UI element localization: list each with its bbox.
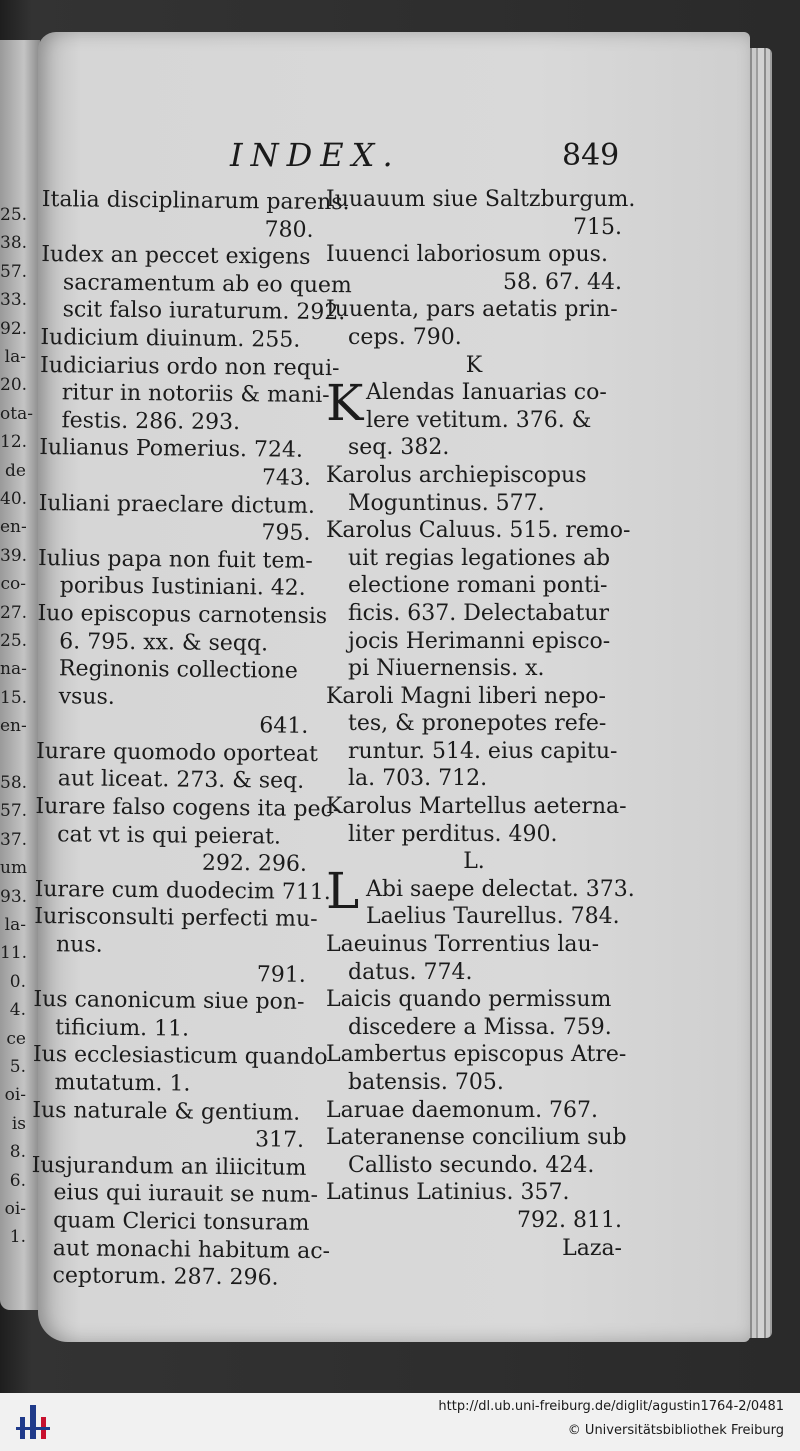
index-entry-line: 292. 296. [201,850,308,878]
index-entry-line: Iuuauum siue Saltzburgum. [326,187,636,212]
index-entry-line: pi Niuernensis. x. [348,656,545,682]
index-entry-line: eius qui iurauit se num- [53,1180,319,1209]
left-edge-fragment: ota- [0,403,33,424]
left-edge-fragment: na- [0,659,27,680]
permalink-url[interactable]: http://dl.ub.uni-freiburg.de/diglit/agustin1764-2/0481 [438,1399,784,1414]
index-entry-line: Moguntinus. 577. [348,490,545,516]
left-edge-fragment: 57. [0,801,28,822]
left-edge-fragment: de [5,460,26,481]
index-entry-line: Iudiciarius ordo non requi- [39,352,340,381]
index-entry-line: Laeuinus Torrentius lau- [326,932,600,958]
index-entry-line: Iuo episcopus carnotensis [37,600,328,629]
index-entry-line: 795. [261,520,311,546]
left-edge-fragment: is [11,1113,26,1134]
index-entry-line: ceptorum. 287. 296. [52,1263,279,1291]
index-entry-line: Italia disciplinarum parens. [41,186,350,216]
left-edge-fragment: 20. [0,375,28,396]
left-edge-fragment: oi- [4,1199,26,1219]
left-edge-fragment: 93. [0,886,28,907]
library-logo-icon [16,1401,50,1443]
left-edge-fragment: 27. [0,602,28,623]
index-entry-line: aut liceat. 273. & seq. [57,766,305,795]
left-edge-fragment: 25. [0,631,28,651]
left-edge-fragment: 38. [0,233,28,254]
left-edge-fragment: um [0,858,28,879]
index-entry-line: la. 703. 712. [348,766,488,792]
index-entry-line: Karoli Magni liberi nepo- [326,683,606,709]
index-entry-line: Iudex an peccet exigens [41,242,311,271]
index-column-left [30,186,352,1293]
left-edge-fragment: la- [4,347,26,367]
left-edge-fragment: 57. [0,261,28,282]
index-entry-line: Latinus Latinius. 357. [326,1180,570,1206]
index-entry-line: L. [463,849,485,875]
index-entry-line: Laza- [562,1235,622,1261]
index-entry-line: Iurisconsulti perfecti mu- [34,904,318,933]
left-edge-fragment: 15. [0,687,28,708]
index-entry-line: Iulianus Pomerius. 724. [39,435,304,464]
index-entry-line: jocis Herimanni episco- [348,628,611,654]
left-edge-fragment: co- [0,574,26,595]
index-entry-line: Iuuenta, pars aetatis prin- [326,297,618,323]
index-entry-line: Iulius papa non fuit tem- [37,545,313,574]
index-entry-line: Abi saepe delectat. 373. [366,876,635,902]
index-entry-line: datus. 774. [348,959,473,985]
index-entry-line: Iuuenci laboriosum opus. [326,242,608,268]
left-edge-fragment: 1. [9,1227,26,1248]
index-entry-line: quam Clerici tonsuram [53,1208,310,1236]
index-entry-line: batensis. 705. [348,1070,504,1095]
left-edge-fragment: 11. [0,943,28,964]
index-entry-line: lere vetitum. 376. & [366,407,592,433]
index-entry-line: 792. 811. [517,1207,622,1233]
index-entry-line: Reginonis collectione [58,656,298,684]
index-entry-line: 715. [573,214,622,240]
index-column-right [326,186,636,1262]
left-edge-fragment: la- [4,915,26,935]
index-entry-line: mutatum. 1. [54,1070,191,1097]
left-edge-fragment: 25. [0,205,28,225]
index-entry-line: 317. [254,1127,305,1153]
index-entry-line: Iurare quomodo oporteat [35,738,319,767]
left-edge-fragment: 39. [0,545,28,566]
index-entry-line: runtur. 514. eius capitu- [348,738,618,764]
left-edge-fragment: 0. [9,971,26,992]
left-edge-fragment: 8. [9,1142,26,1163]
index-entry-line: Iuliani praeclare dictum. [38,490,316,519]
index-entry-line: 641. [259,713,309,740]
index-entry-line: 743. [261,465,312,491]
footer-bar [0,1393,800,1451]
page-number: 849 [562,138,620,173]
index-entry-line: cat vt is qui peierat. [57,821,282,850]
index-entry-line: aut monachi habitum ac- [52,1235,331,1264]
index-entry-line: Iurare falso cogens ita pec- [35,794,341,823]
index-entry-line: uit regias legationes ab [348,545,611,571]
index-entry-line: Karolus Martellus aeterna- [326,794,627,820]
index-entry-line: Callisto secundo. 424. [348,1152,595,1178]
left-edge-fragment: 6. [9,1170,26,1191]
index-entry-line: Lateranense concilium sub [326,1125,627,1151]
index-entry-line: 791. [256,961,306,988]
left-edge-fragment: 58. [0,773,28,793]
index-entry-line: Alendas Ianuarias co- [366,380,607,406]
index-entry-line: seq. 382. [348,435,450,461]
left-edge-fragment: oi- [4,1085,26,1106]
index-entry-line: Iusjurandum an iliicitum [31,1152,307,1181]
index-entry-line: Ius naturale & gentium. [32,1097,301,1126]
index-entry-line: sacramentum ab eo quem [62,270,352,299]
index-entry-line: poribus Iustiniani. 42. [59,573,306,602]
index-entry-line: Ius canonicum siue pon- [33,987,305,1016]
index-entry-line: Laelius Taurellus. 784. [366,904,620,930]
index-entry-line: tificium. 11. [55,1014,190,1042]
index-entry-line: liter perditus. 490. [348,821,558,847]
left-edge-fragment [0,742,40,768]
index-entry-line: vsus. [58,683,115,710]
page-title: INDEX. [230,136,401,174]
index-entry-line: electione romani ponti- [348,573,608,599]
index-entry-line: 780. [264,216,314,243]
index-entry-line: 58. 67. 44. [503,269,622,295]
index-entry-line: Karolus Caluus. 515. remo- [326,518,631,544]
index-entry-line: tes, & pronepotes refe- [348,711,607,737]
left-edge-fragment: en- [0,517,27,538]
left-edge-fragment: 5. [9,1057,26,1077]
index-entry-line: 6. 795. xx. & seqq. [59,628,269,656]
dropcap-l: L [326,862,360,920]
left-edge-fragment: 12. [0,432,28,453]
index-entry-line: festis. 286. 293. [61,407,241,435]
left-edge-fragment: 92. [0,318,28,339]
left-edge-fragment: 4. [9,1000,26,1021]
left-edge-fragment: 33. [0,290,28,311]
left-edge-fragment: en- [0,716,27,737]
index-entry-line: nus. [55,932,103,958]
index-entry-line: K [465,352,483,378]
index-entry-line: Karolus archiepiscopus [326,462,587,488]
index-entry-line: ceps. 790. [348,324,462,350]
left-edge-fragment: 40. [0,489,28,509]
copyright-text: © Universitätsbibliothek Freiburg [567,1423,784,1438]
left-edge-fragment: ce [6,1028,26,1049]
index-entry-line: Ius ecclesiasticum quando [32,1042,328,1071]
index-entry-line: Iudicium diuinum. 255. [40,324,301,353]
index-entry-line: scit falso iuraturum. 292. [62,297,346,326]
index-entry-line: ritur in notoriis & mani- [61,380,330,409]
index-entry-line: Lambertus episcopus Atre- [326,1042,627,1068]
index-entry-line: Laruae daemonum. 767. [326,1097,599,1123]
index-entry-line: Iurare cum duodecim 711. [34,876,331,905]
dropcap-k: K [326,374,364,432]
index-entry-line: discedere a Missa. 759. [348,1014,612,1040]
left-edge-fragment: 37. [0,829,28,850]
index-entry-line: ficis. 637. Delectabatur [348,600,610,626]
index-entry-line: Laicis quando permissum [326,987,612,1013]
